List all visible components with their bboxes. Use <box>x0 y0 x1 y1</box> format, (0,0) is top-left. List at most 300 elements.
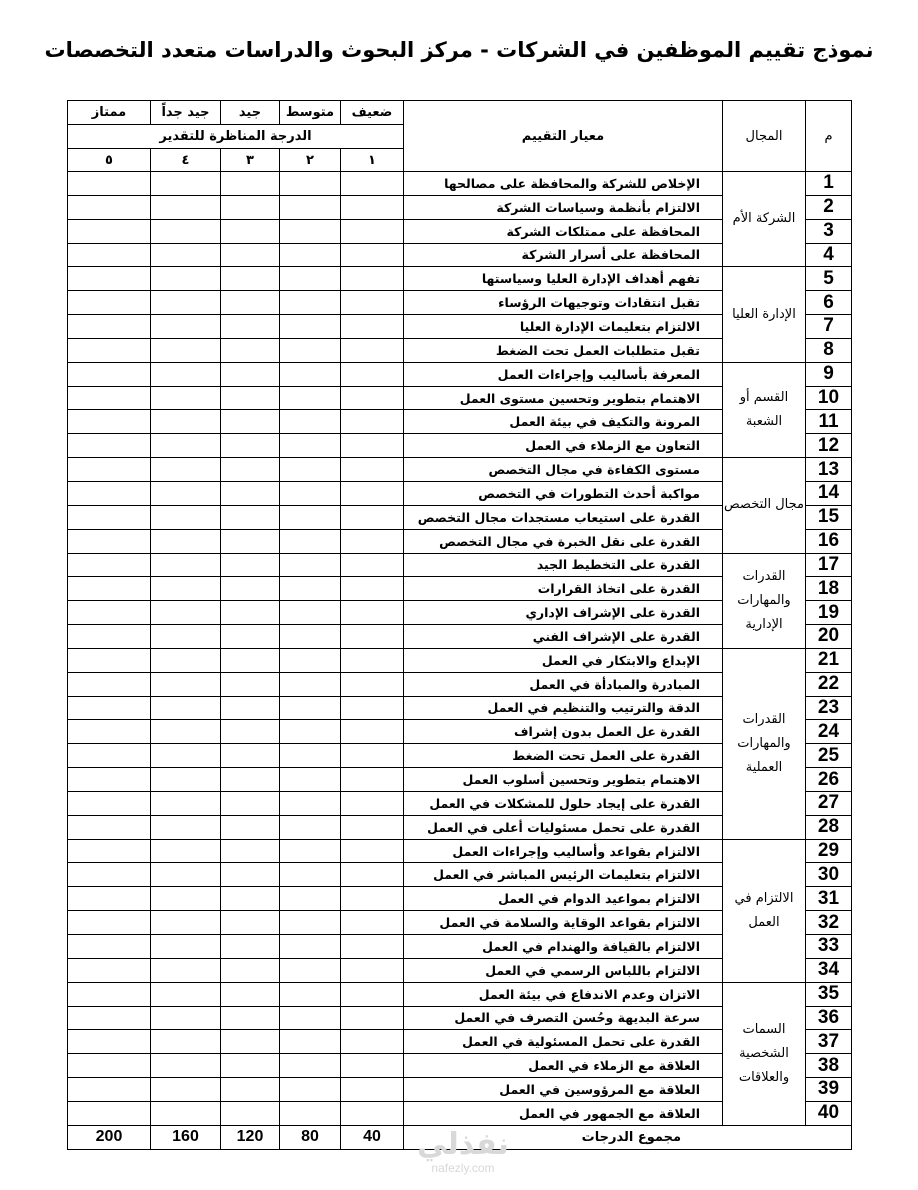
criterion-text: القدرة على تحمل المسئولية في العمل <box>404 1030 723 1054</box>
score-cell-good[interactable] <box>221 291 280 315</box>
score-cell-very-good[interactable] <box>151 219 221 243</box>
rating-label-excellent: ممتاز <box>68 101 151 125</box>
row-number: 18 <box>806 577 852 601</box>
criterion-text: القدرة على الإشراف الإداري <box>404 601 723 625</box>
score-cell-weak[interactable] <box>341 1054 404 1078</box>
score-cell-very-good[interactable] <box>151 315 221 339</box>
score-cell-average[interactable] <box>280 1006 341 1030</box>
score-cell-excellent[interactable] <box>68 982 151 1006</box>
score-cell-average[interactable] <box>280 911 341 935</box>
score-cell-excellent[interactable] <box>68 338 151 362</box>
criterion-text: الالتزام بقواعد وأساليب وإجراءات العمل <box>404 839 723 863</box>
score-cell-average[interactable] <box>280 815 341 839</box>
row-number: 9 <box>806 362 852 386</box>
row-number: 32 <box>806 911 852 935</box>
score-cell-average[interactable] <box>280 744 341 768</box>
score-cell-average[interactable] <box>280 267 341 291</box>
total-label: مجموع الدرجات <box>404 1125 852 1149</box>
score-cell-good[interactable] <box>221 601 280 625</box>
score-cell-excellent[interactable] <box>68 1078 151 1102</box>
score-cell-good[interactable] <box>221 935 280 959</box>
criterion-text: الإبداع والابتكار في العمل <box>404 648 723 672</box>
score-cell-excellent[interactable] <box>68 172 151 196</box>
index-header: م <box>806 101 852 172</box>
score-cell-weak[interactable] <box>341 434 404 458</box>
score-cell-weak[interactable] <box>341 219 404 243</box>
rating-label-very-good: جيد جداً <box>151 101 221 125</box>
score-cell-weak[interactable] <box>341 958 404 982</box>
score-cell-average[interactable] <box>280 577 341 601</box>
score-cell-very-good[interactable] <box>151 386 221 410</box>
score-cell-weak[interactable] <box>341 768 404 792</box>
score-cell-very-good[interactable] <box>151 601 221 625</box>
score-cell-excellent[interactable] <box>68 887 151 911</box>
rating-num-5: ٥ <box>68 149 151 172</box>
score-cell-excellent[interactable] <box>68 553 151 577</box>
score-cell-average[interactable] <box>280 958 341 982</box>
score-cell-very-good[interactable] <box>151 267 221 291</box>
row-number: 10 <box>806 386 852 410</box>
score-cell-excellent[interactable] <box>68 362 151 386</box>
criterion-text: القدرة على استيعاب مستجدات مجال التخصص <box>404 505 723 529</box>
row-number: 21 <box>806 648 852 672</box>
score-cell-very-good[interactable] <box>151 815 221 839</box>
score-cell-average[interactable] <box>280 505 341 529</box>
criterion-text: القدرة على التخطيط الجيد <box>404 553 723 577</box>
score-cell-excellent[interactable] <box>68 219 151 243</box>
rating-num-1: ١ <box>341 149 404 172</box>
criterion-text: المحافظة على أسرار الشركة <box>404 243 723 267</box>
watermark-latin: nafezly.com <box>431 1161 495 1175</box>
score-cell-average[interactable] <box>280 410 341 434</box>
criterion-text: القدرة على اتخاذ القرارات <box>404 577 723 601</box>
score-cell-good[interactable] <box>221 219 280 243</box>
score-cell-weak[interactable] <box>341 1078 404 1102</box>
score-cell-excellent[interactable] <box>68 720 151 744</box>
score-cell-good[interactable] <box>221 696 280 720</box>
score-cell-excellent[interactable] <box>68 601 151 625</box>
criterion-text: المعرفة بأساليب وإجراءات العمل <box>404 362 723 386</box>
criterion-text: سرعة البديهة وحُسن التصرف في العمل <box>404 1006 723 1030</box>
score-cell-average[interactable] <box>280 601 341 625</box>
score-cell-average[interactable] <box>280 481 341 505</box>
total-weak: 40 <box>341 1125 404 1149</box>
score-cell-weak[interactable] <box>341 696 404 720</box>
score-cell-excellent[interactable] <box>68 839 151 863</box>
score-cell-good[interactable] <box>221 434 280 458</box>
score-cell-good[interactable] <box>221 195 280 219</box>
score-cell-very-good[interactable] <box>151 744 221 768</box>
criterion-text: القدرة على نقل الخبرة في مجال التخصص <box>404 529 723 553</box>
score-cell-very-good[interactable] <box>151 1101 221 1125</box>
score-cell-weak[interactable] <box>341 505 404 529</box>
row-number: 2 <box>806 195 852 219</box>
domain-cell: الشركة الأم <box>723 172 806 267</box>
row-number: 19 <box>806 601 852 625</box>
score-cell-weak[interactable] <box>341 553 404 577</box>
score-cell-good[interactable] <box>221 481 280 505</box>
score-cell-weak[interactable] <box>341 982 404 1006</box>
score-cell-average[interactable] <box>280 982 341 1006</box>
score-cell-good[interactable] <box>221 1006 280 1030</box>
score-cell-good[interactable] <box>221 267 280 291</box>
score-cell-very-good[interactable] <box>151 1006 221 1030</box>
score-cell-excellent[interactable] <box>68 291 151 315</box>
row-number: 36 <box>806 1006 852 1030</box>
score-cell-average[interactable] <box>280 172 341 196</box>
score-cell-weak[interactable] <box>341 386 404 410</box>
row-number: 35 <box>806 982 852 1006</box>
row-number: 23 <box>806 696 852 720</box>
score-cell-weak[interactable] <box>341 362 404 386</box>
score-cell-good[interactable] <box>221 1030 280 1054</box>
score-cell-good[interactable] <box>221 577 280 601</box>
score-cell-good[interactable] <box>221 553 280 577</box>
score-cell-good[interactable] <box>221 458 280 482</box>
score-cell-average[interactable] <box>280 1078 341 1102</box>
score-cell-average[interactable] <box>280 1054 341 1078</box>
score-cell-weak[interactable] <box>341 648 404 672</box>
score-cell-weak[interactable] <box>341 744 404 768</box>
score-cell-average[interactable] <box>280 315 341 339</box>
domain-cell: مجال التخصص <box>723 458 806 553</box>
score-cell-good[interactable] <box>221 338 280 362</box>
row-number: 4 <box>806 243 852 267</box>
score-cell-average[interactable] <box>280 291 341 315</box>
score-cell-very-good[interactable] <box>151 481 221 505</box>
row-number: 5 <box>806 267 852 291</box>
criterion-text: الالتزام باللباس الرسمي في العمل <box>404 958 723 982</box>
score-cell-weak[interactable] <box>341 791 404 815</box>
score-cell-very-good[interactable] <box>151 696 221 720</box>
score-cell-average[interactable] <box>280 720 341 744</box>
score-cell-excellent[interactable] <box>68 863 151 887</box>
criterion-text: الالتزام بأنظمة وسياسات الشركة <box>404 195 723 219</box>
score-cell-weak[interactable] <box>341 315 404 339</box>
score-cell-weak[interactable] <box>341 195 404 219</box>
score-cell-good[interactable] <box>221 887 280 911</box>
row-number: 12 <box>806 434 852 458</box>
score-cell-average[interactable] <box>280 768 341 792</box>
total-very-good: 160 <box>151 1125 221 1149</box>
rating-label-weak: ضعيف <box>341 101 404 125</box>
score-cell-average[interactable] <box>280 935 341 959</box>
score-cell-very-good[interactable] <box>151 648 221 672</box>
row-number: 39 <box>806 1078 852 1102</box>
score-cell-very-good[interactable] <box>151 887 221 911</box>
score-cell-very-good[interactable] <box>151 911 221 935</box>
row-number: 27 <box>806 791 852 815</box>
score-cell-average[interactable] <box>280 338 341 362</box>
criterion-text: الإخلاص للشركة والمحافظة على مصالحها <box>404 172 723 196</box>
score-cell-good[interactable] <box>221 768 280 792</box>
score-cell-excellent[interactable] <box>68 768 151 792</box>
score-cell-weak[interactable] <box>341 935 404 959</box>
score-cell-good[interactable] <box>221 863 280 887</box>
row-number: 17 <box>806 553 852 577</box>
score-cell-weak[interactable] <box>341 1101 404 1125</box>
criterion-row <box>68 458 852 482</box>
total-excellent: 200 <box>68 1125 151 1149</box>
score-cell-weak[interactable] <box>341 577 404 601</box>
score-cell-good[interactable] <box>221 958 280 982</box>
score-cell-good[interactable] <box>221 672 280 696</box>
score-cell-weak[interactable] <box>341 863 404 887</box>
score-cell-very-good[interactable] <box>151 291 221 315</box>
criterion-text: تقبل متطلبات العمل تحت الضغط <box>404 338 723 362</box>
score-cell-average[interactable] <box>280 243 341 267</box>
rating-num-3: ٣ <box>221 149 280 172</box>
row-number: 1 <box>806 172 852 196</box>
score-cell-good[interactable] <box>221 172 280 196</box>
criterion-text: الالتزام بتعليمات الرئيس المباشر في العمل <box>404 863 723 887</box>
score-cell-very-good[interactable] <box>151 768 221 792</box>
rating-label-average: متوسط <box>280 101 341 125</box>
score-cell-very-good[interactable] <box>151 791 221 815</box>
score-cell-excellent[interactable] <box>68 505 151 529</box>
row-number: 33 <box>806 935 852 959</box>
score-cell-average[interactable] <box>280 839 341 863</box>
score-cell-excellent[interactable] <box>68 1030 151 1054</box>
score-cell-average[interactable] <box>280 386 341 410</box>
score-cell-very-good[interactable] <box>151 195 221 219</box>
score-cell-very-good[interactable] <box>151 958 221 982</box>
score-cell-excellent[interactable] <box>68 625 151 649</box>
score-cell-very-good[interactable] <box>151 1078 221 1102</box>
score-cell-excellent[interactable] <box>68 315 151 339</box>
score-cell-very-good[interactable] <box>151 625 221 649</box>
row-number: 7 <box>806 315 852 339</box>
score-cell-average[interactable] <box>280 529 341 553</box>
score-cell-weak[interactable] <box>341 481 404 505</box>
total-average: 80 <box>280 1125 341 1149</box>
row-number: 30 <box>806 863 852 887</box>
score-cell-average[interactable] <box>280 195 341 219</box>
score-cell-average[interactable] <box>280 1101 341 1125</box>
criterion-text: الاهتمام بتطوير وتحسين مستوى العمل <box>404 386 723 410</box>
criterion-row <box>68 982 852 1006</box>
score-cell-very-good[interactable] <box>151 553 221 577</box>
row-number: 16 <box>806 529 852 553</box>
criterion-text: القدرة على تحمل مسئوليات أعلى في العمل <box>404 815 723 839</box>
domain-cell: الإدارة العليا <box>723 267 806 362</box>
score-cell-excellent[interactable] <box>68 243 151 267</box>
score-cell-average[interactable] <box>280 553 341 577</box>
criterion-text: مواكبة أحدث التطورات في التخصص <box>404 481 723 505</box>
rating-num-2: ٢ <box>280 149 341 172</box>
score-cell-good[interactable] <box>221 362 280 386</box>
domain-cell: القدرات والمهارات الإدارية <box>723 553 806 648</box>
score-cell-good[interactable] <box>221 911 280 935</box>
score-cell-good[interactable] <box>221 386 280 410</box>
criterion-row <box>68 648 852 672</box>
score-cell-good[interactable] <box>221 625 280 649</box>
score-cell-excellent[interactable] <box>68 1006 151 1030</box>
score-cell-average[interactable] <box>280 434 341 458</box>
criterion-text: القدرة على الإشراف الفني <box>404 625 723 649</box>
score-cell-very-good[interactable] <box>151 982 221 1006</box>
score-cell-very-good[interactable] <box>151 458 221 482</box>
criterion-text: الالتزام بقواعد الوقاية والسلامة في العمل <box>404 911 723 935</box>
score-cell-excellent[interactable] <box>68 911 151 935</box>
score-cell-excellent[interactable] <box>68 815 151 839</box>
row-number: 29 <box>806 839 852 863</box>
criterion-text: تفهم أهداف الإدارة العليا وسياستها <box>404 267 723 291</box>
score-cell-good[interactable] <box>221 243 280 267</box>
score-cell-very-good[interactable] <box>151 672 221 696</box>
row-number: 25 <box>806 744 852 768</box>
score-cell-good[interactable] <box>221 1054 280 1078</box>
score-cell-very-good[interactable] <box>151 720 221 744</box>
score-cell-weak[interactable] <box>341 243 404 267</box>
score-cell-good[interactable] <box>221 1101 280 1125</box>
score-cell-excellent[interactable] <box>68 791 151 815</box>
domain-cell: السمات الشخصية والعلاقات <box>723 982 806 1125</box>
score-cell-weak[interactable] <box>341 625 404 649</box>
score-cell-good[interactable] <box>221 839 280 863</box>
score-cell-excellent[interactable] <box>68 195 151 219</box>
score-cell-very-good[interactable] <box>151 839 221 863</box>
score-cell-average[interactable] <box>280 648 341 672</box>
score-cell-average[interactable] <box>280 696 341 720</box>
score-cell-excellent[interactable] <box>68 410 151 434</box>
row-number: 24 <box>806 720 852 744</box>
score-cell-good[interactable] <box>221 648 280 672</box>
score-cell-excellent[interactable] <box>68 529 151 553</box>
row-number: 28 <box>806 815 852 839</box>
score-cell-good[interactable] <box>221 410 280 434</box>
score-cell-good[interactable] <box>221 982 280 1006</box>
score-cell-average[interactable] <box>280 362 341 386</box>
score-cell-very-good[interactable] <box>151 1030 221 1054</box>
row-number: 3 <box>806 219 852 243</box>
score-cell-very-good[interactable] <box>151 577 221 601</box>
criterion-text: المحافظة على ممتلكات الشركة <box>404 219 723 243</box>
criterion-row <box>68 267 852 291</box>
score-cell-average[interactable] <box>280 1030 341 1054</box>
score-cell-excellent[interactable] <box>68 434 151 458</box>
score-cell-weak[interactable] <box>341 458 404 482</box>
total-good: 120 <box>221 1125 280 1149</box>
score-cell-excellent[interactable] <box>68 672 151 696</box>
score-cell-very-good[interactable] <box>151 1054 221 1078</box>
score-cell-weak[interactable] <box>341 291 404 315</box>
row-number: 11 <box>806 410 852 434</box>
score-cell-very-good[interactable] <box>151 863 221 887</box>
score-cell-weak[interactable] <box>341 911 404 935</box>
criterion-text: تقبل انتقادات وتوجيهات الرؤساء <box>404 291 723 315</box>
score-cell-excellent[interactable] <box>68 648 151 672</box>
score-cell-excellent[interactable] <box>68 744 151 768</box>
score-cell-good[interactable] <box>221 791 280 815</box>
score-cell-average[interactable] <box>280 625 341 649</box>
score-cell-weak[interactable] <box>341 1030 404 1054</box>
score-cell-very-good[interactable] <box>151 362 221 386</box>
score-cell-weak[interactable] <box>341 672 404 696</box>
evaluation-table <box>67 100 852 1150</box>
criterion-text: العلاقة مع الجمهور في العمل <box>404 1101 723 1125</box>
score-cell-good[interactable] <box>221 529 280 553</box>
score-cell-excellent[interactable] <box>68 1054 151 1078</box>
score-cell-very-good[interactable] <box>151 172 221 196</box>
score-cell-average[interactable] <box>280 458 341 482</box>
criterion-text: العلاقة مع المرؤوسين في العمل <box>404 1078 723 1102</box>
score-cell-very-good[interactable] <box>151 434 221 458</box>
score-cell-excellent[interactable] <box>68 1101 151 1125</box>
score-cell-weak[interactable] <box>341 267 404 291</box>
score-cell-weak[interactable] <box>341 410 404 434</box>
score-cell-weak[interactable] <box>341 529 404 553</box>
score-cell-average[interactable] <box>280 672 341 696</box>
score-cell-weak[interactable] <box>341 601 404 625</box>
score-cell-average[interactable] <box>280 791 341 815</box>
row-number: 37 <box>806 1030 852 1054</box>
score-cell-excellent[interactable] <box>68 935 151 959</box>
rating-label-good: جيد <box>221 101 280 125</box>
criterion-row <box>68 172 852 196</box>
score-cell-average[interactable] <box>280 863 341 887</box>
score-cell-very-good[interactable] <box>151 243 221 267</box>
score-cell-excellent[interactable] <box>68 481 151 505</box>
score-cell-excellent[interactable] <box>68 267 151 291</box>
score-cell-weak[interactable] <box>341 720 404 744</box>
score-cell-very-good[interactable] <box>151 935 221 959</box>
criterion-text: الالتزام بالقيافة والهندام في العمل <box>404 935 723 959</box>
criterion-text: المبادرة والمبادأة في العمل <box>404 672 723 696</box>
score-cell-average[interactable] <box>280 219 341 243</box>
score-cell-good[interactable] <box>221 720 280 744</box>
score-cell-weak[interactable] <box>341 1006 404 1030</box>
row-number: 14 <box>806 481 852 505</box>
rating-scale-header: الدرجة المناظرة للتقدير <box>68 125 404 149</box>
row-number: 13 <box>806 458 852 482</box>
score-cell-good[interactable] <box>221 744 280 768</box>
score-cell-very-good[interactable] <box>151 338 221 362</box>
criterion-text: الدقة والترتيب والتنظيم في العمل <box>404 696 723 720</box>
row-number: 8 <box>806 338 852 362</box>
criterion-text: الالتزام بتعليمات الإدارة العليا <box>404 315 723 339</box>
score-cell-very-good[interactable] <box>151 529 221 553</box>
row-number: 40 <box>806 1101 852 1125</box>
score-cell-good[interactable] <box>221 315 280 339</box>
score-cell-good[interactable] <box>221 505 280 529</box>
score-cell-good[interactable] <box>221 815 280 839</box>
score-cell-weak[interactable] <box>341 839 404 863</box>
score-cell-very-good[interactable] <box>151 410 221 434</box>
score-cell-good[interactable] <box>221 1078 280 1102</box>
score-cell-excellent[interactable] <box>68 386 151 410</box>
score-cell-weak[interactable] <box>341 172 404 196</box>
score-cell-weak[interactable] <box>341 338 404 362</box>
rating-num-4: ٤ <box>151 149 221 172</box>
criterion-text: القدرة عل العمل بدون إشراف <box>404 720 723 744</box>
score-cell-excellent[interactable] <box>68 458 151 482</box>
score-cell-weak[interactable] <box>341 815 404 839</box>
score-cell-excellent[interactable] <box>68 577 151 601</box>
score-cell-weak[interactable] <box>341 887 404 911</box>
score-cell-excellent[interactable] <box>68 958 151 982</box>
criterion-row <box>68 362 852 386</box>
row-number: 6 <box>806 291 852 315</box>
criterion-text: التعاون مع الزملاء في العمل <box>404 434 723 458</box>
rating-labels-row <box>68 101 852 125</box>
score-cell-excellent[interactable] <box>68 696 151 720</box>
score-cell-very-good[interactable] <box>151 505 221 529</box>
criterion-header: معيار التقييم <box>404 101 723 172</box>
domain-header: المجال <box>723 101 806 172</box>
watermark-arabic: نفذلي <box>417 1127 509 1162</box>
score-cell-average[interactable] <box>280 887 341 911</box>
